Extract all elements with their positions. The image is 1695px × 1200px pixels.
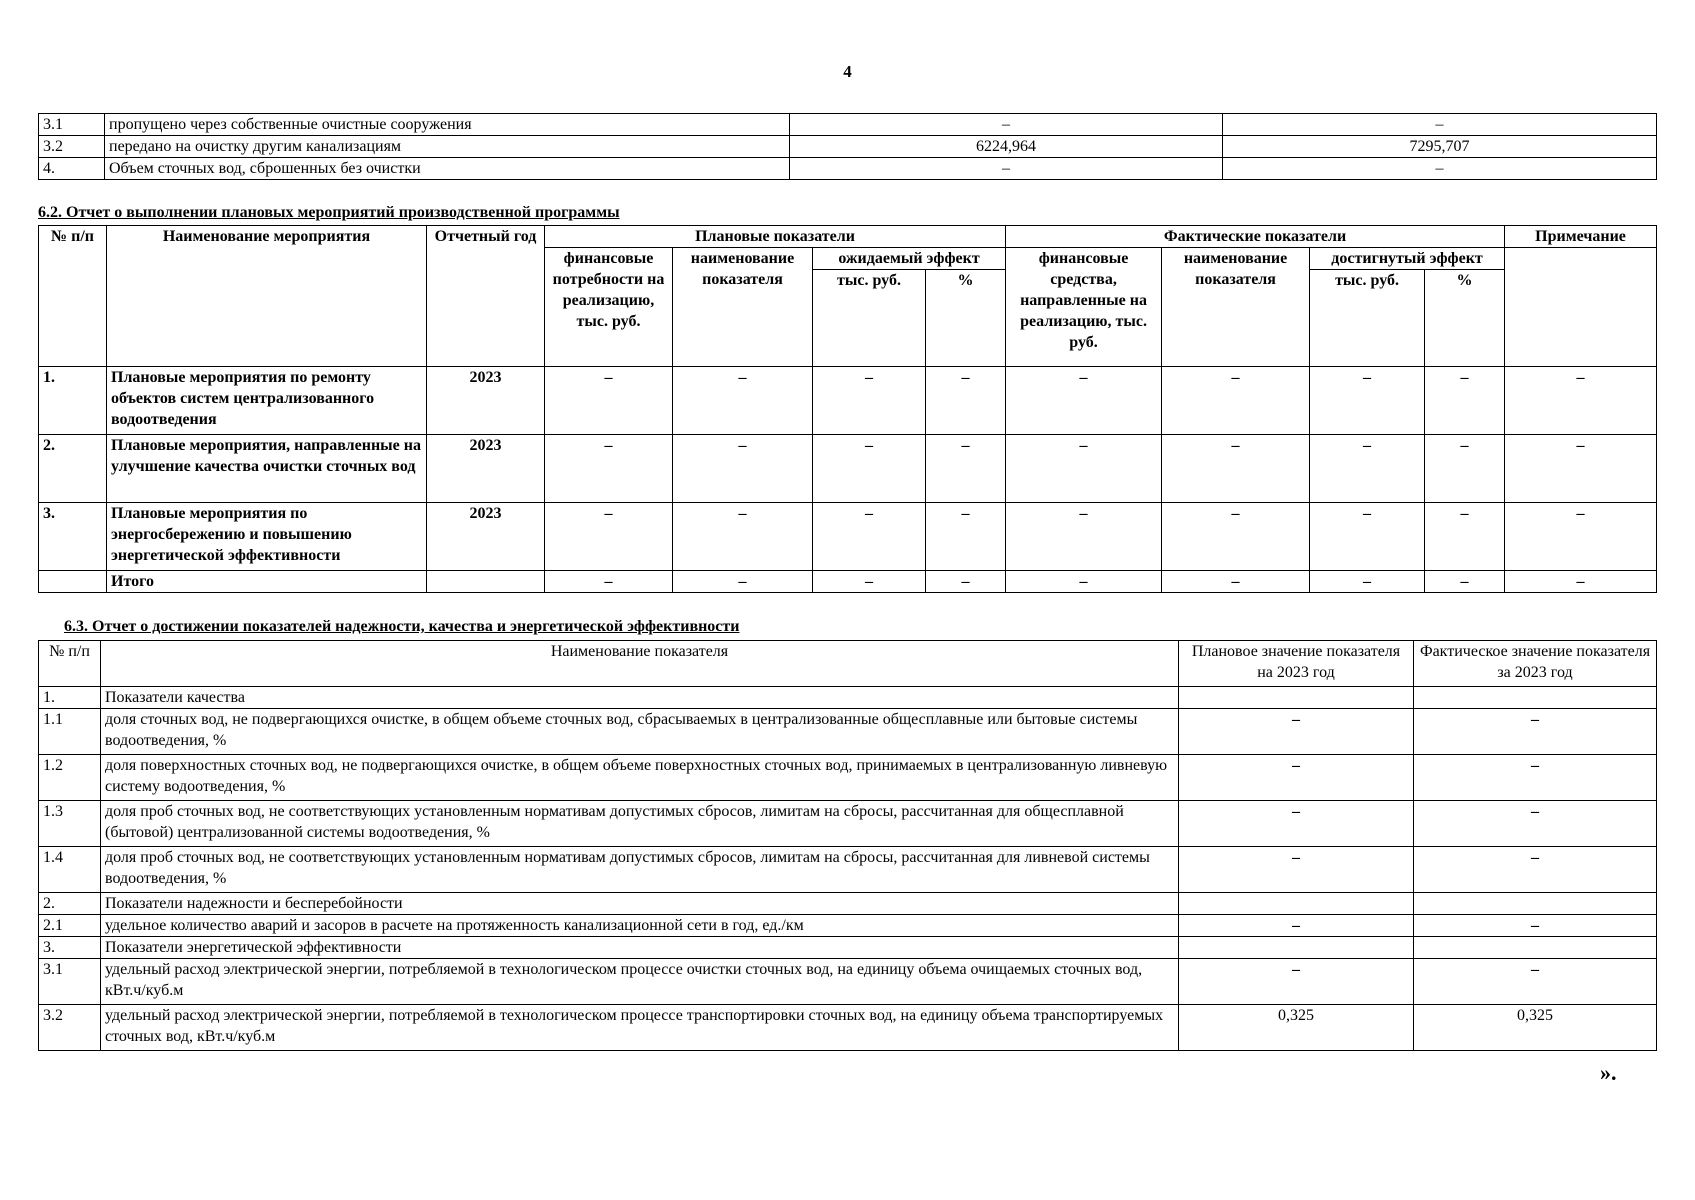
cell-value: – xyxy=(813,435,926,503)
table-row xyxy=(39,158,1657,180)
cell-value: – xyxy=(673,435,813,503)
cell-value: – xyxy=(813,503,926,571)
cell-value: – xyxy=(673,503,813,571)
header-plan: Плановое значение показателя на 2023 год xyxy=(1179,641,1414,687)
indicators-table xyxy=(38,640,1657,1051)
header-fact: Фактическое значение показателя за 2023 год xyxy=(1414,641,1657,687)
row-year xyxy=(427,571,545,593)
row-name: передано на очистку другим канализациям xyxy=(105,136,790,158)
cell-value: – xyxy=(1425,367,1505,435)
table-row xyxy=(39,367,1657,435)
row-name: Объем сточных вод, сброшенных без очистки xyxy=(105,158,790,180)
fact-value xyxy=(1414,893,1657,915)
row-number xyxy=(39,571,107,593)
header-name: Наименование показателя xyxy=(101,641,1179,687)
table-row xyxy=(39,1005,1657,1051)
row-number: 1.2 xyxy=(39,755,101,801)
fact-value: – xyxy=(1414,915,1657,937)
header-note: Примечание xyxy=(1505,226,1657,248)
cell-value: – xyxy=(1505,503,1657,571)
section-63-caption: 6.3. Отчет о достижении показателей надежности, качества и энергетической эффективности xyxy=(64,618,740,635)
fact-value: – xyxy=(1223,158,1657,180)
cell-value: – xyxy=(1425,571,1505,593)
table-row xyxy=(39,136,1657,158)
cell-value: – xyxy=(813,571,926,593)
fact-value: 0,325 xyxy=(1414,1005,1657,1051)
row-number: 3. xyxy=(39,937,101,959)
header-plan-effect: ожидаемый эффект xyxy=(813,248,1006,270)
cell-value: – xyxy=(1006,435,1162,503)
row-name: Показатели надежности и бесперебойности xyxy=(101,893,1179,915)
header-name: Наименование мероприятия xyxy=(107,226,427,367)
row-number: 1. xyxy=(39,687,101,709)
row-name: доля проб сточных вод, не соответствующих установленным нормативам допустимых сбросов, лимитам на сбросы, рассчитанная для ливневой системы водоотведения, % xyxy=(101,847,1179,893)
row-name: пропущено через собственные очистные сооружения xyxy=(105,114,790,136)
closing-quote-mark: ». xyxy=(1600,1060,1617,1085)
cell-value: – xyxy=(1162,571,1310,593)
plan-value: – xyxy=(1179,847,1414,893)
header-planned: Плановые показатели xyxy=(545,226,1006,248)
row-year: 2023 xyxy=(427,367,545,435)
cell-value: – xyxy=(926,367,1006,435)
cell-value: – xyxy=(545,571,673,593)
plan-value: – xyxy=(1179,801,1414,847)
fact-value xyxy=(1414,687,1657,709)
row-number: 1.4 xyxy=(39,847,101,893)
row-name: доля сточных вод, не подвергающихся очистке, в общем объеме сточных вод, сбрасываемых в централизованные общесплавные или бытовые системы водоотведения, % xyxy=(101,709,1179,755)
total-row xyxy=(39,571,1657,593)
header-fact-indicator: наименование показателя xyxy=(1162,248,1310,367)
cell-value: – xyxy=(813,367,926,435)
row-number: 1.3 xyxy=(39,801,101,847)
cell-value: – xyxy=(1425,503,1505,571)
section-62-caption: 6.2. Отчет о выполнении плановых мероприятий производственной программы xyxy=(38,204,620,221)
cell-value: – xyxy=(1505,367,1657,435)
cell-value: – xyxy=(1162,503,1310,571)
cell-value: – xyxy=(1310,503,1425,571)
table-row xyxy=(39,893,1657,915)
page-number: 4 xyxy=(843,62,852,81)
row-number: 1. xyxy=(39,367,107,435)
row-name: удельный расход электрической энергии, потребляемой в технологическом процессе очистки сточных вод, на единицу объема очищаемых сточных вод, кВт.ч/куб.м xyxy=(101,959,1179,1005)
cell-value: – xyxy=(673,571,813,593)
header-num: № п/п xyxy=(39,226,107,367)
row-name: Плановые мероприятия по ремонту объектов систем централизованного водоотведения xyxy=(107,367,427,435)
row-number: 2. xyxy=(39,893,101,915)
cell-value: – xyxy=(1310,571,1425,593)
header-plan-fin: финансовые потребности на реализацию, тыс. руб. xyxy=(545,248,673,367)
row-name: Плановые мероприятия, направленные на улучшение качества очистки сточных вод xyxy=(107,435,427,503)
cell-value: – xyxy=(1006,367,1162,435)
table-row xyxy=(39,755,1657,801)
table-row xyxy=(39,503,1657,571)
top-table xyxy=(38,113,1657,180)
table-row xyxy=(39,915,1657,937)
fact-value: – xyxy=(1414,801,1657,847)
plan-value: 6224,964 xyxy=(790,136,1223,158)
plan-value: – xyxy=(1179,915,1414,937)
table-row xyxy=(39,687,1657,709)
table-row xyxy=(39,847,1657,893)
header-num: № п/п xyxy=(39,641,101,687)
plan-value: 0,325 xyxy=(1179,1005,1414,1051)
row-number: 2.1 xyxy=(39,915,101,937)
cell-value: – xyxy=(545,435,673,503)
row-name: доля поверхностных сточных вод, не подвергающихся очистке, в общем объеме поверхностных сточных вод, принимаемых в централизованную ливневую систему водоотведения, % xyxy=(101,755,1179,801)
row-name: удельное количество аварий и засоров в расчете на протяженность канализационной сети в год, ед./км xyxy=(101,915,1179,937)
fact-value xyxy=(1414,937,1657,959)
row-name: удельный расход электрической энергии, потребляемой в технологическом процессе транспортировки сточных вод, на единицу объема транспортируемых сточных вод, кВт.ч/куб.м xyxy=(101,1005,1179,1051)
row-name: доля проб сточных вод, не соответствующих установленным нормативам допустимых сбросов, лимитам на сбросы, рассчитанная для общесплавной (бытовой) централизованной системы водоотведения, % xyxy=(101,801,1179,847)
row-number: 4. xyxy=(39,158,105,180)
row-number: 3. xyxy=(39,503,107,571)
total-label: Итого xyxy=(107,571,427,593)
plan-value: – xyxy=(1179,755,1414,801)
cell-value: – xyxy=(545,367,673,435)
table-row xyxy=(39,959,1657,1005)
cell-value: – xyxy=(673,367,813,435)
header-thous-rub: тыс. руб. xyxy=(813,270,926,367)
row-name: Показатели качества xyxy=(101,687,1179,709)
row-number: 3.2 xyxy=(39,136,105,158)
row-number: 1.1 xyxy=(39,709,101,755)
plan-value: – xyxy=(790,114,1223,136)
cell-value: – xyxy=(1505,435,1657,503)
header-actual: Фактические показатели xyxy=(1006,226,1505,248)
fact-value: – xyxy=(1414,959,1657,1005)
cell-value: – xyxy=(545,503,673,571)
fact-value: – xyxy=(1414,755,1657,801)
cell-value: – xyxy=(1505,571,1657,593)
header-thous-rub: тыс. руб. xyxy=(1310,270,1425,367)
cell-value: – xyxy=(1162,367,1310,435)
table-row xyxy=(39,435,1657,503)
plan-value: – xyxy=(790,158,1223,180)
cell-value: – xyxy=(1425,435,1505,503)
row-year: 2023 xyxy=(427,435,545,503)
cell-value: – xyxy=(1162,435,1310,503)
cell-value: – xyxy=(1006,571,1162,593)
row-number: 2. xyxy=(39,435,107,503)
program-table xyxy=(38,225,1657,593)
header-percent: % xyxy=(926,270,1006,367)
plan-value: – xyxy=(1179,959,1414,1005)
cell-value: – xyxy=(926,503,1006,571)
plan-value: – xyxy=(1179,709,1414,755)
fact-value: – xyxy=(1414,709,1657,755)
row-name: Плановые мероприятия по энергосбережению и повышению энергетической эффективности xyxy=(107,503,427,571)
header-note-empty xyxy=(1505,248,1657,367)
fact-value: – xyxy=(1223,114,1657,136)
cell-value: – xyxy=(1310,367,1425,435)
table-row xyxy=(39,801,1657,847)
header-percent: % xyxy=(1425,270,1505,367)
header-plan-indicator: наименование показателя xyxy=(673,248,813,367)
plan-value xyxy=(1179,687,1414,709)
row-name: Показатели энергетической эффективности xyxy=(101,937,1179,959)
row-year: 2023 xyxy=(427,503,545,571)
header-fact-effect: достигнутый эффект xyxy=(1310,248,1505,270)
plan-value xyxy=(1179,893,1414,915)
table-row xyxy=(39,937,1657,959)
header-fact-fin: финансовые средства, направленные на реализацию, тыс. руб. xyxy=(1006,248,1162,367)
fact-value: 7295,707 xyxy=(1223,136,1657,158)
cell-value: – xyxy=(1310,435,1425,503)
table-row xyxy=(39,709,1657,755)
fact-value: – xyxy=(1414,847,1657,893)
table-row xyxy=(39,114,1657,136)
row-number: 3.1 xyxy=(39,114,105,136)
cell-value: – xyxy=(1006,503,1162,571)
row-number: 3.1 xyxy=(39,959,101,1005)
row-number: 3.2 xyxy=(39,1005,101,1051)
header-year: Отчетный год xyxy=(427,226,545,367)
plan-value xyxy=(1179,937,1414,959)
cell-value: – xyxy=(926,571,1006,593)
cell-value: – xyxy=(926,435,1006,503)
